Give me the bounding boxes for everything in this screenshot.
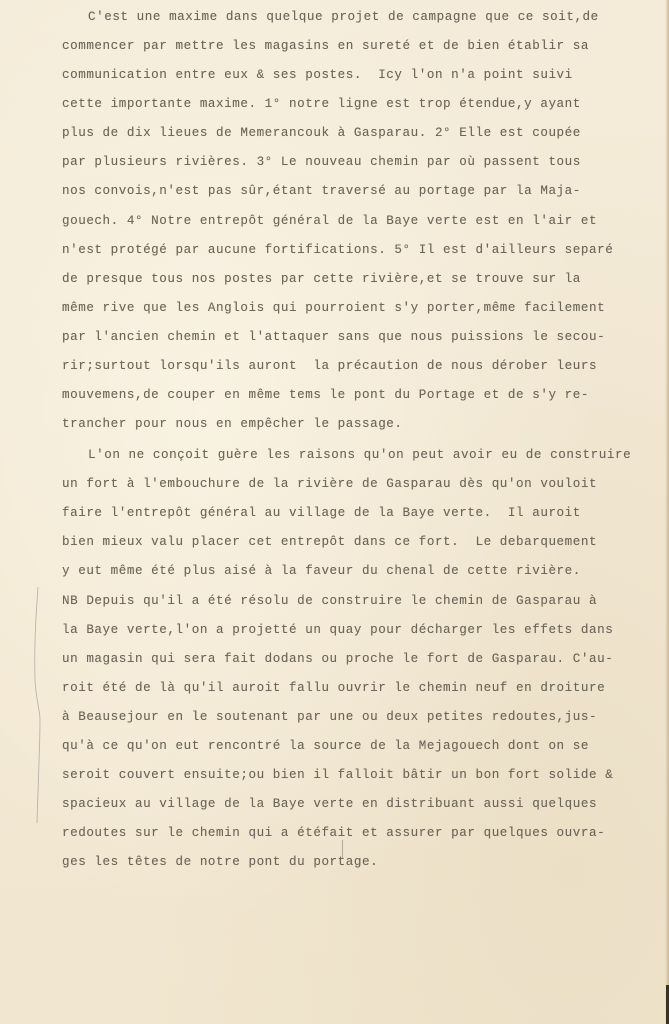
text-line: par l'ancien chemin et l'attaquer sans que nous puissions le secou- [62,330,606,344]
text-line: mouvemens,de couper en même tems le pont du Portage et de s'y re- [62,388,589,402]
text-line: un fort à l'embouchure de la rivière de Gasparau dès qu'on vouloit [62,477,598,491]
pencil-bracket-mark [30,585,50,825]
text-line: par plusieurs rivières. 3° Le nouveau chemin par où passent tous [62,155,581,169]
text-line: nos convois,n'est pas sûr,étant traversé au portage par la Maja- [62,184,581,198]
pencil-tick-mark [342,840,343,858]
text-line: à Beausejour en le soutenant par une ou deux petites redoutes,jus- [62,710,598,724]
text-line: cette importante maxime. 1° notre ligne est trop étendue,y ayant [62,97,581,111]
page-edge-shadow [665,0,669,1024]
text-line: bien mieux valu placer cet entrepôt dans ce fort. Le debarquement [62,535,598,549]
text-line: gouech. 4° Notre entrepôt général de la Baye verte est en l'air et [62,214,598,228]
text-line: L'on ne conçoit guère les raisons qu'on peut avoir eu de construire [88,448,632,462]
text-line: communication entre eux & ses postes. Icy l'on n'a point suivi [62,68,573,82]
text-line: ges les têtes de notre pont du portage. [62,855,379,869]
text-line: roit été de là qu'il auroit fallu ouvrir le chemin neuf en droiture [62,681,606,695]
text-line: NB Depuis qu'il a été résolu de construire le chemin de Gasparau à [62,594,598,608]
text-line: plus de dix lieues de Memerancouk à Gasparau. 2° Elle est coupée [62,126,581,140]
text-line: seroit couvert ensuite;ou bien il falloit bâtir un bon fort solide & [62,768,614,782]
text-line: commencer par mettre les magasins en sureté et de bien établir sa [62,39,589,53]
text-line: spacieux au village de la Baye verte en distribuant aussi quelques [62,797,598,811]
text-line: y eut même été plus aisé à la faveur du chenal de cette rivière. [62,564,581,578]
text-line: redoutes sur le chemin qui a étéfait et assurer par quelques ouvra- [62,826,606,840]
text-line: même rive que les Anglois qui pourroient s'y porter,même facilement [62,301,606,315]
text-line: C'est une maxime dans quelque projet de campagne que ce soit,de [88,10,599,24]
text-line: n'est protégé par aucune fortifications. 5° Il est d'ailleurs separé [62,243,614,257]
text-line: de presque tous nos postes par cette rivière,et se trouve sur la [62,272,581,286]
text-line: la Baye verte,l'on a projetté un quay pour décharger les effets dans [62,623,614,637]
text-line: trancher pour nous en empêcher le passage. [62,417,403,431]
text-line: faire l'entrepôt général au village de la Baye verte. Il auroit [62,506,581,520]
text-line: un magasin qui sera fait dodans ou proche le fort de Gasparau. C'au- [62,652,614,666]
text-line: rir;surtout lorsqu'ils auront la précaution de nous dérober leurs [62,359,598,373]
text-line: qu'à ce qu'on eut rencontré la source de la Mejagouech dont on se [62,739,589,753]
